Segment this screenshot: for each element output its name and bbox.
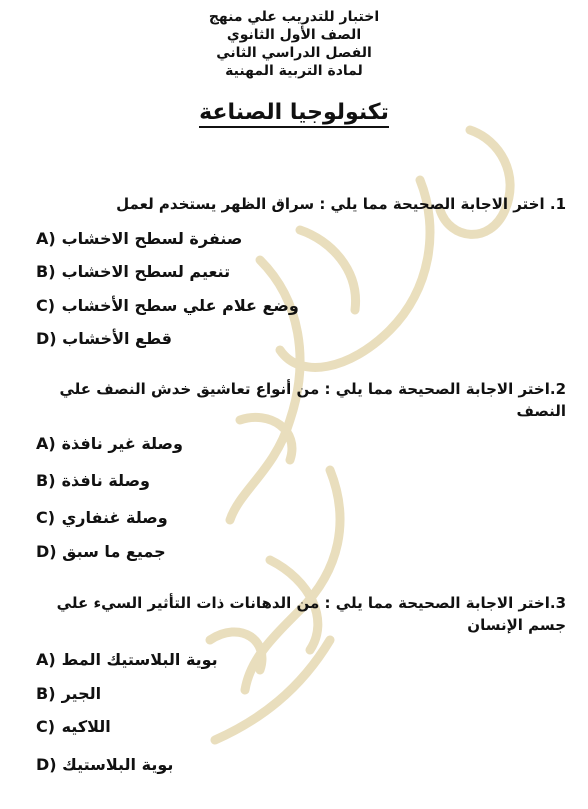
header-line: الصف الأول الثانوي bbox=[226, 27, 362, 43]
question-1-option-b bbox=[36, 261, 336, 283]
question-1-option-c bbox=[36, 295, 336, 317]
option-letter: A) bbox=[36, 434, 56, 453]
option-text: وصلة نافذة bbox=[61, 471, 150, 490]
option-text: بوية البلاستيك bbox=[62, 755, 174, 774]
question-2-option-b bbox=[36, 470, 336, 492]
option-text: جميع ما سبق bbox=[62, 542, 166, 561]
question-1-option-d bbox=[36, 328, 336, 350]
option-letter: A) bbox=[36, 229, 56, 248]
option-letter: B) bbox=[36, 262, 56, 281]
option-letter: C) bbox=[36, 717, 56, 736]
option-letter: C) bbox=[36, 296, 56, 315]
question-3-option-d bbox=[36, 754, 336, 776]
subject-title-text: تكنولوجيا الصناعة bbox=[199, 100, 389, 128]
exam-header bbox=[0, 8, 588, 80]
option-letter: C) bbox=[36, 508, 56, 527]
question-3-option-c bbox=[36, 716, 336, 738]
question-2-text: 2.اختر الاجابة الصحيحة مما يلي : من أنواع تعاشيق خدش النصف علي النصف bbox=[59, 380, 566, 420]
option-letter: D) bbox=[36, 542, 57, 561]
header-line: لمادة التربية المهنية bbox=[225, 63, 363, 79]
question-3-text: 3.اختر الاجابة الصحيحة مما يلي : من الدهانات ذات التأثير السيء علي جسم الإنسان bbox=[56, 594, 566, 634]
option-letter: B) bbox=[36, 471, 56, 490]
option-text: اللاكيه bbox=[61, 717, 111, 736]
question-1-option-a bbox=[36, 228, 336, 250]
question-3-option-b bbox=[36, 683, 336, 705]
option-letter: D) bbox=[36, 329, 57, 348]
option-text: بوية البلاستيك المط bbox=[61, 650, 218, 669]
question-2-option-c bbox=[36, 507, 336, 529]
question-1-text: 1. اختر الاجابة الصحيحة مما يلي : سراق الظهر يستخدم لعمل bbox=[116, 195, 566, 213]
question-2-option-a bbox=[36, 433, 336, 455]
option-text: وضع علام علي سطح الأخشاب bbox=[61, 296, 299, 315]
option-letter: D) bbox=[36, 755, 57, 774]
option-text: قطع الأخشاب bbox=[62, 329, 173, 348]
header-line: اختبار للتدريب علي منهج bbox=[208, 9, 380, 25]
option-letter: B) bbox=[36, 684, 56, 703]
option-text: الجير bbox=[61, 684, 102, 703]
option-text: وصلة غنفاري bbox=[61, 508, 168, 527]
header-line: الفصل الدراسي الثاني bbox=[216, 45, 372, 61]
question-3-option-a bbox=[36, 649, 336, 671]
option-text: وصلة غير نافذة bbox=[61, 434, 183, 453]
question-2-option-d bbox=[36, 541, 336, 563]
subject-title bbox=[0, 100, 588, 125]
option-letter: A) bbox=[36, 650, 56, 669]
option-text: صنفرة لسطح الاخشاب bbox=[61, 229, 243, 248]
option-text: تنعيم لسطح الاخشاب bbox=[61, 262, 231, 281]
